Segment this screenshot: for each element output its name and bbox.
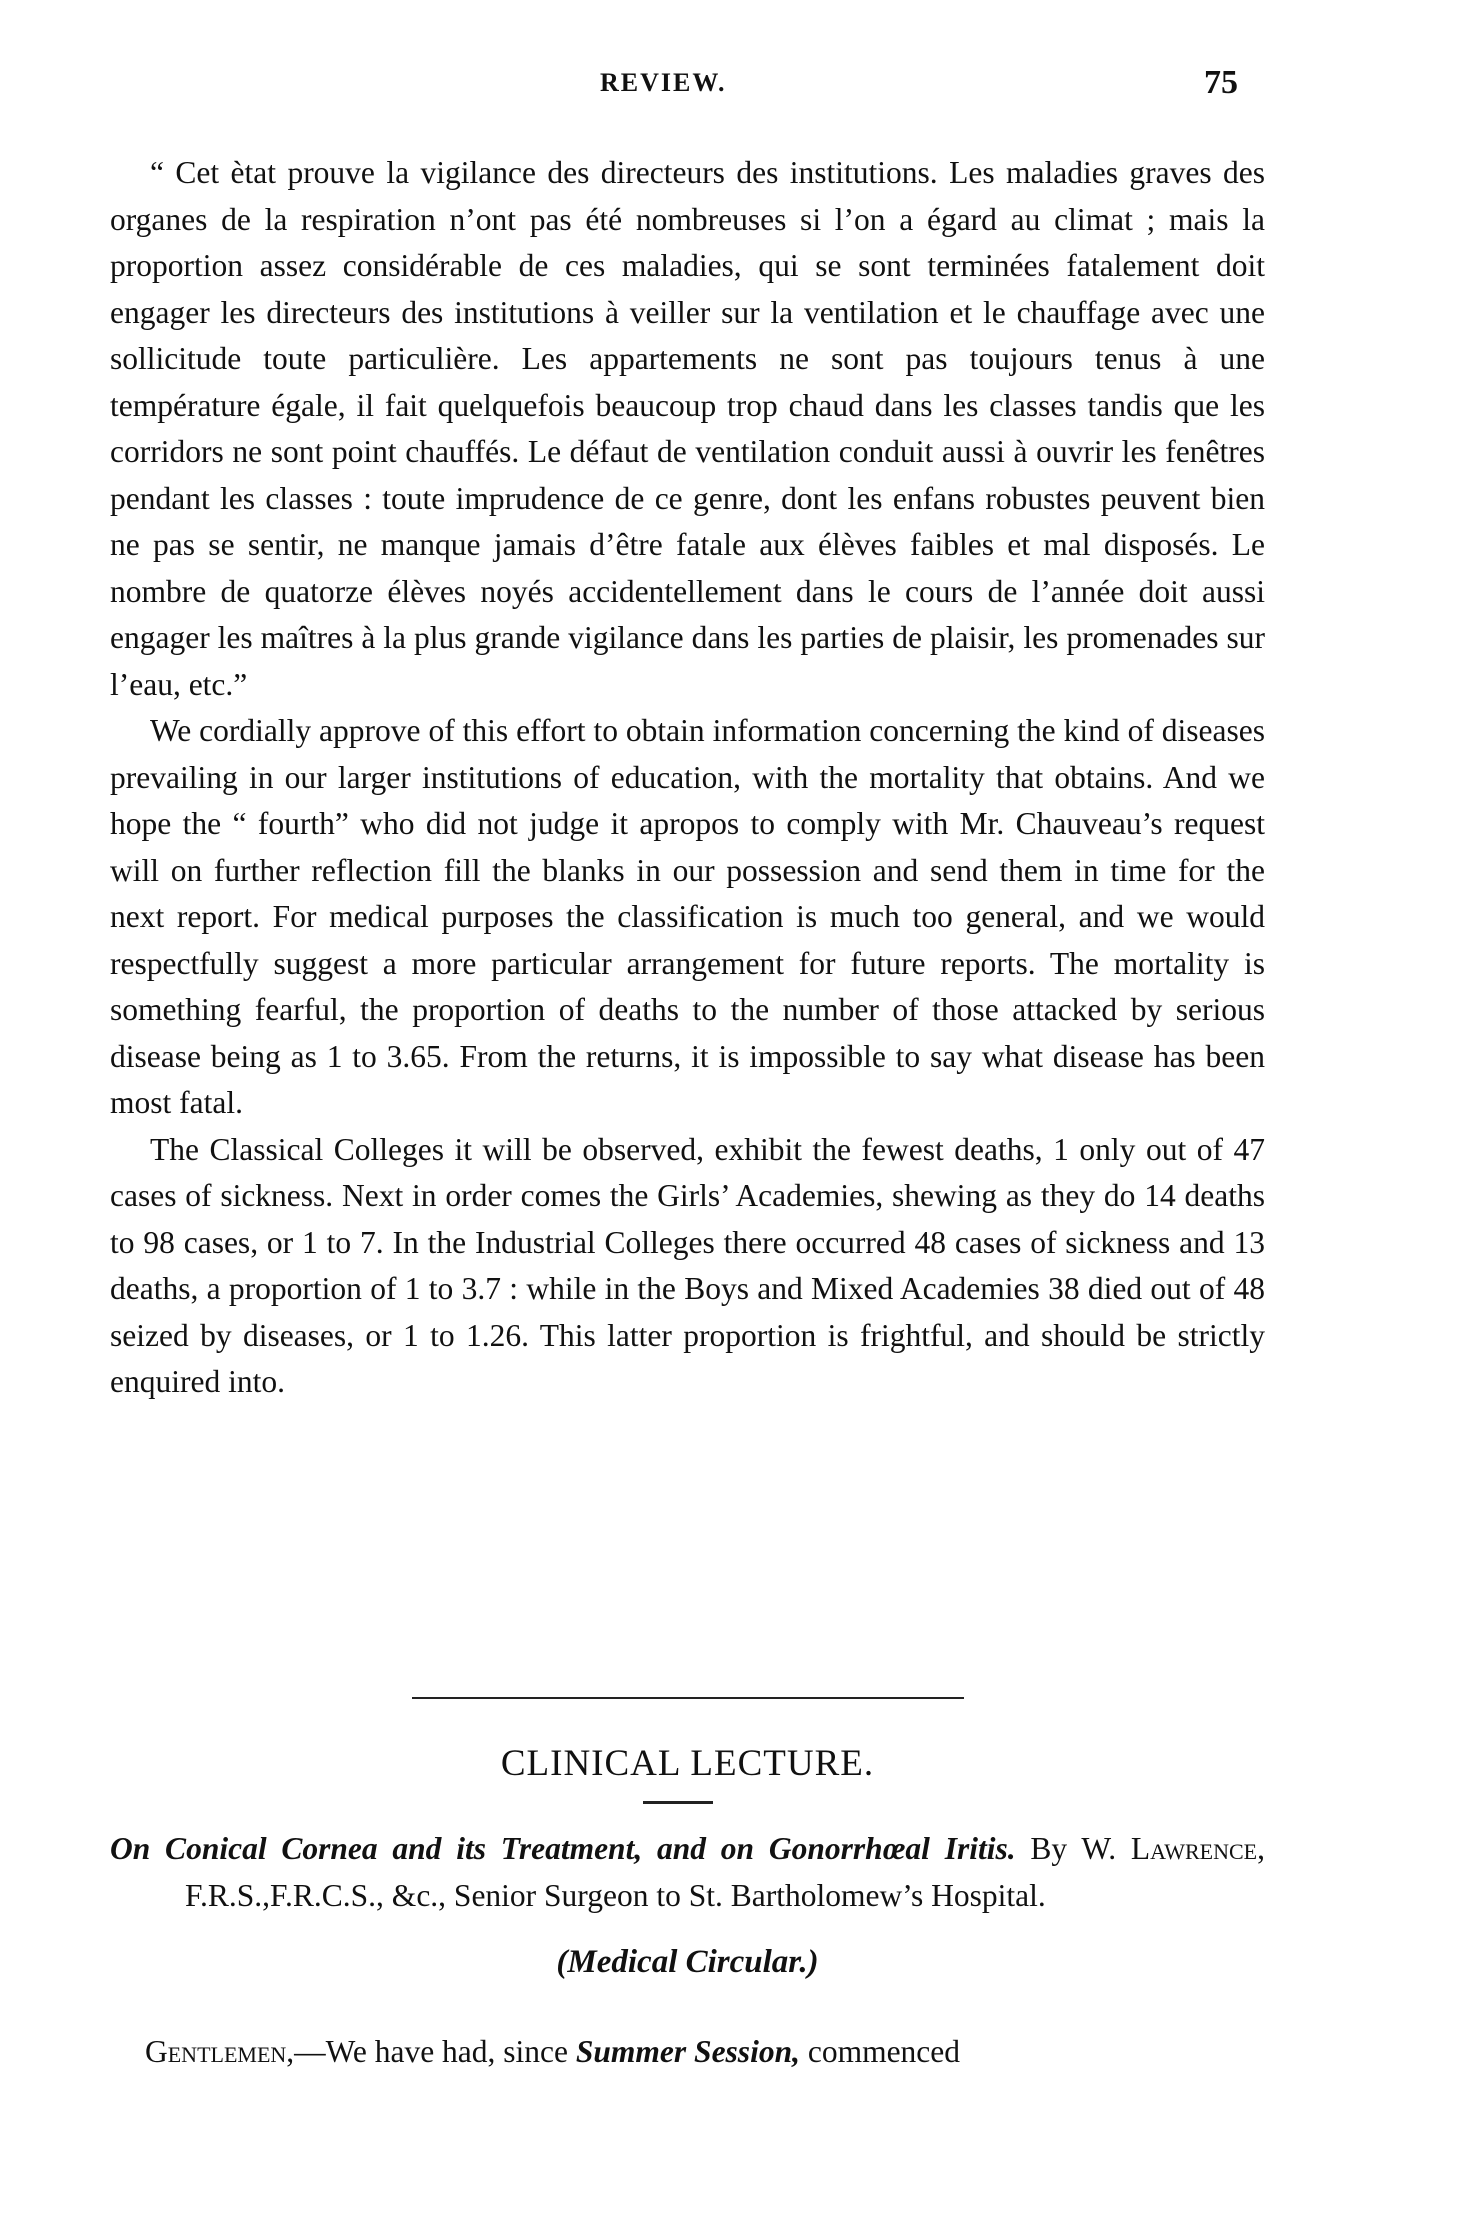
lecture-by: By W.: [1015, 1831, 1131, 1866]
running-title: REVIEW.: [600, 68, 727, 97]
statistics-paragraph: The Classical Colleges it will be observed, exhibit the fewest deaths, 1 only out of 47 cases of sickness. Next in order comes the Girls’ Academies, shewing as they do 14 deaths to 98 cases, or 1 to 7. In the Industrial Colleges there occurred 48 cases of sickness and 13 deaths, a proportion of 1 to 3.7 : while in the Boys and Mixed Academies 38 died out of 48 seized by diseases, or 1 to 1.26. This latter proportion is frightful, and should be strictly enquired into.: [110, 1131, 1265, 1399]
source-citation: (Medical Circular.): [556, 1944, 819, 1980]
lecture-title: On Conical Cornea and its Treatment, and on Gonorrhœal Iritis.: [110, 1831, 1016, 1866]
running-head: [0, 64, 1457, 104]
section-divider: [412, 1697, 964, 1699]
title-underline: [643, 1801, 713, 1804]
commentary-paragraph: We cordially approve of this effort to obtain information concerning the kind of diseases prevailing in our larger institutions of education, with the mortality that obtains. And we hope the “ fourth” who did not judge it apropos to comply with Mr. Chauveau’s request will on further reflection fill the blanks in our possession and send them in time for the next report. For medical purposes the classification is much too general, and we would respectfully suggest a more particular arrangement for future reports. The mortality is something fearful, the proportion of deaths to the number of those attacked by serious disease being as 1 to 3.65. From the returns, it is impossible to say what disease has been most fatal.: [110, 713, 1265, 1120]
page-number: 75: [1204, 64, 1238, 101]
lecture-heading: [110, 1826, 1265, 1919]
opening-text-after: commenced: [799, 2034, 961, 2069]
lecture-credentials: , F.R.S.,F.R.C.S., &c., Senior Surgeon to St. Bartholomew’s Hospital.: [185, 1831, 1265, 1913]
salutation: Gentlemen,: [145, 2034, 295, 2069]
french-quotation-paragraph: “ Cet ètat prouve la vigilance des directeurs des institutions. Les maladies graves des organes de la respiration n’ont pas été nombreuses si l’on a égard au climat ; mais la proportion assez considérable de ces maladies, qui se sont terminées fatalement doit engager les directeurs des institutions à veiller sur la ventilation et le chauffage avec une sollicitude toute particulière. Les appartements ne sont pas toujours tenus à une température égale, il fait quelquefois beaucoup trop chaud dans les classes tandis que les corridors ne sont point chauffés. Le défaut de ventilation conduit aussi à ouvrir les fenêtres pendant les classes : toute imprudence de ce genre, dont les enfans robustes peuvent bien ne pas se sentir, ne manque jamais d’être fatale aux élèves faibles et mal disposés. Le nombre de quatorze élèves noyés accidentellement dans le cours de l’année doit aussi engager les maîtres à la plus grande vigilance dans les parties de plaisir, les promenades sur l’eau, etc.”: [110, 155, 1265, 702]
section-title: CLINICAL LECTURE.: [500, 1743, 875, 1784]
lecture-author: Lawrence: [1130, 1831, 1258, 1866]
review-body: [110, 150, 1265, 1406]
lecture-opening: [145, 2029, 1265, 2076]
opening-italic: Summer Session,: [575, 2034, 800, 2069]
opening-text-before: —We have had, since: [294, 2034, 576, 2069]
